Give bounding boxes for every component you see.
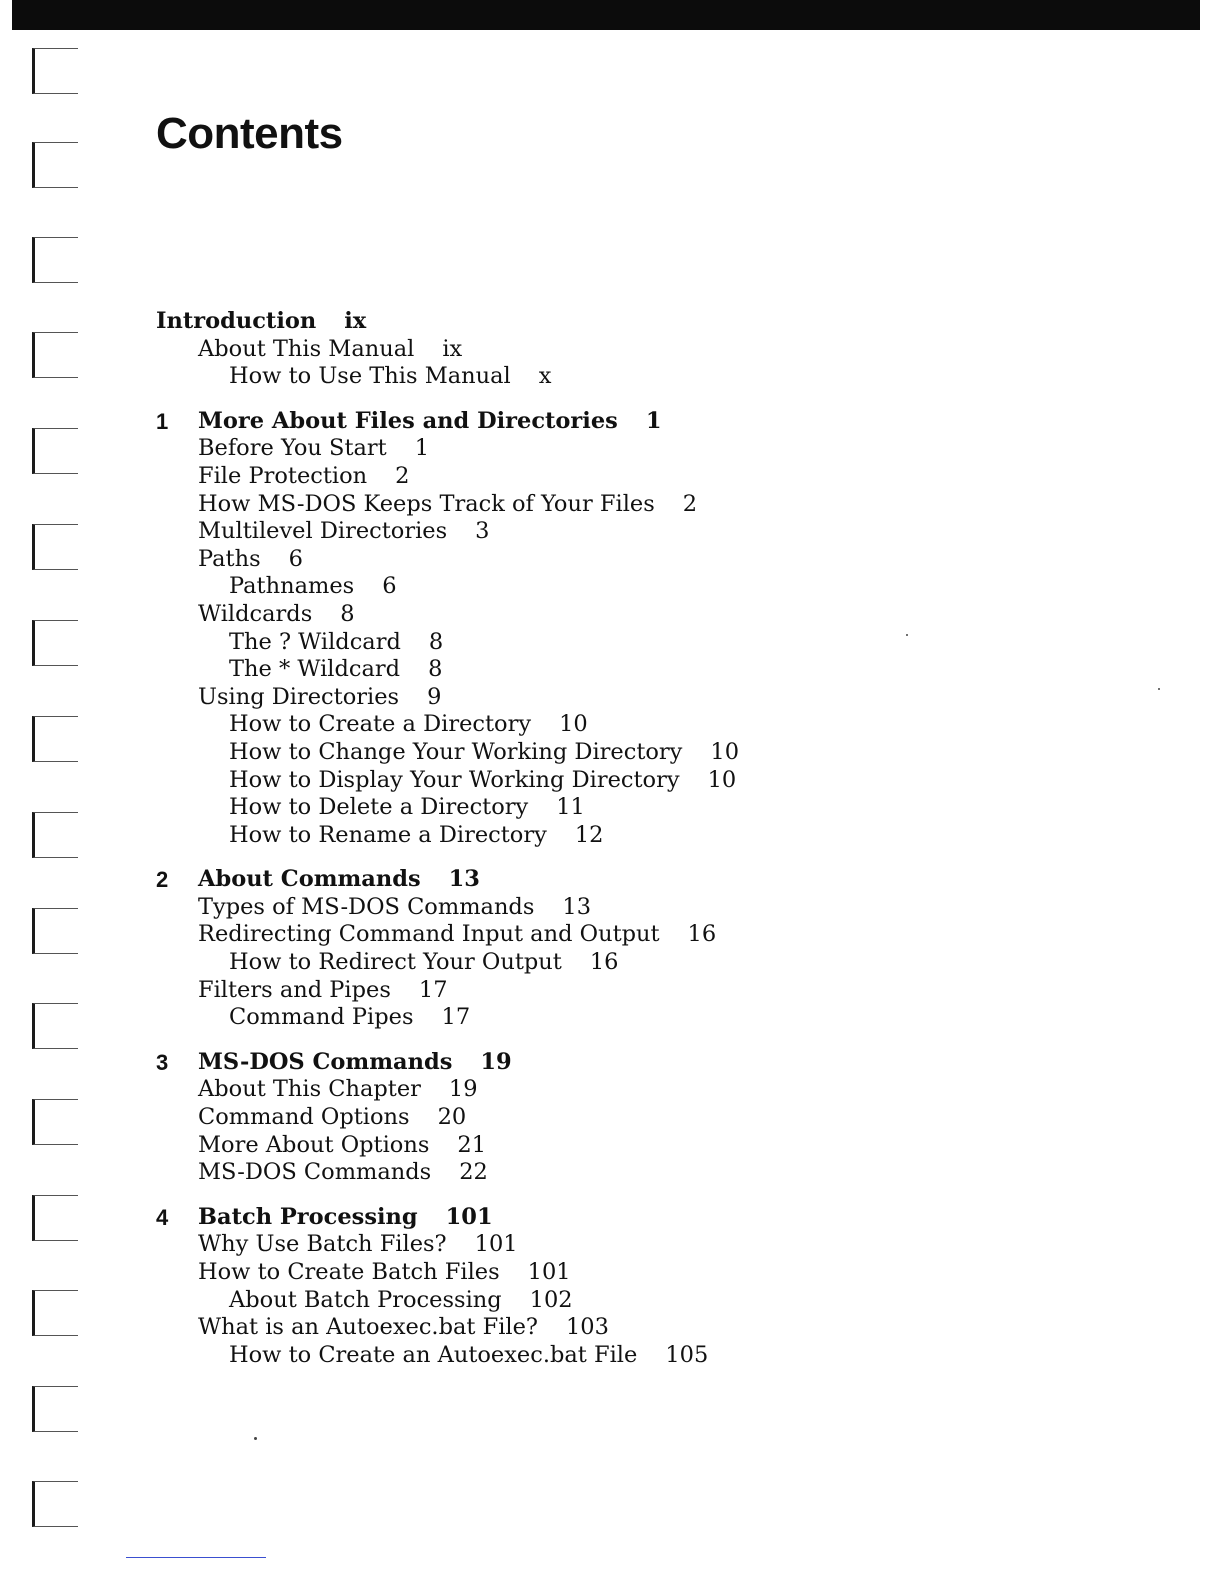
chapter-number: 2 — [156, 867, 169, 893]
entry-page-number: 101 — [527, 1259, 571, 1285]
entry-title: How to Change Your Working Directory — [229, 738, 683, 765]
entry-page-number: 21 — [457, 1131, 487, 1158]
binding-bracket — [32, 620, 78, 666]
entry-page-number: 8 — [340, 600, 355, 627]
page-title: Contents — [156, 109, 343, 158]
toc-section — [156, 1204, 856, 1370]
entry-title: Why Use Batch Files? — [198, 1231, 447, 1258]
binding-bracket — [32, 1481, 78, 1527]
entry-page-number: 102 — [529, 1286, 573, 1313]
binding-bracket — [32, 1099, 78, 1145]
scan-speck — [906, 634, 908, 636]
entry-page-number: 22 — [459, 1159, 488, 1186]
entry-page-number: 17 — [418, 976, 448, 1003]
entry-title: About This Chapter — [198, 1076, 421, 1103]
chapter-number: 4 — [156, 1204, 169, 1230]
chapter-number: 1 — [156, 408, 169, 434]
entry-page-number: 3 — [475, 518, 490, 545]
entry-page-number: 13 — [562, 893, 592, 920]
toc-entry[interactable] — [156, 1132, 856, 1160]
entry-title: About This Manual — [198, 335, 415, 362]
scan-speck — [1158, 688, 1160, 690]
entry-page-number: 101 — [474, 1231, 518, 1258]
entry-title: About Batch Processing — [229, 1286, 502, 1313]
entry-page-number: 9 — [427, 683, 442, 710]
binding-bracket — [32, 908, 78, 954]
entry-page-number: x — [538, 363, 552, 390]
toc-subentry[interactable] — [156, 1004, 856, 1032]
entry-title: What is an Autoexec.bat File? — [198, 1314, 538, 1341]
entry-title: Pathnames — [229, 573, 355, 600]
entry-title: More About Options — [198, 1131, 430, 1158]
entry-title: Redirecting Command Input and Output — [198, 921, 660, 948]
entry-page-number: 11 — [556, 794, 585, 821]
toc-subentry[interactable] — [156, 573, 856, 601]
toc-subentry[interactable] — [156, 1287, 856, 1315]
toc-entry[interactable] — [156, 435, 856, 463]
entry-page-number: 20 — [437, 1104, 467, 1131]
entry-title: How to Create an Autoexec.bat File — [229, 1341, 638, 1368]
entry-page-number: 1 — [414, 435, 430, 462]
binding-bracket — [32, 1195, 78, 1241]
binding-bracket — [32, 48, 78, 94]
entry-title: Wildcards — [198, 600, 313, 627]
entry-page-number: 17 — [441, 1004, 471, 1031]
toc-entry[interactable] — [156, 546, 856, 574]
toc-entry[interactable] — [156, 1104, 856, 1132]
chapter-page-number: ix — [344, 308, 367, 334]
toc-subentry[interactable] — [156, 949, 856, 977]
binding-bracket — [32, 716, 78, 762]
binding-bracket — [32, 1290, 78, 1336]
entry-page-number: 6 — [382, 573, 397, 600]
entry-title: Command Options — [198, 1104, 410, 1131]
toc-entry[interactable] — [156, 684, 856, 712]
chapter-page-number: 101 — [445, 1203, 493, 1230]
entry-title: How MS-DOS Keeps Track of Your Files — [198, 490, 655, 517]
toc-subentry[interactable] — [156, 1342, 856, 1370]
toc-entry[interactable] — [156, 1076, 856, 1104]
entry-page-number: 103 — [565, 1314, 609, 1341]
toc-subentry[interactable] — [156, 711, 856, 739]
entry-title: The ? Wildcard — [229, 628, 401, 655]
entry-page-number: 2 — [395, 462, 410, 489]
binding-bracket — [32, 1386, 78, 1432]
binding-bracket — [32, 812, 78, 858]
toc-entry[interactable] — [156, 336, 856, 364]
binding-bracket — [32, 1003, 78, 1049]
toc-subentry[interactable] — [156, 629, 856, 657]
entry-title: File Protection — [198, 462, 368, 489]
binding-bracket — [32, 237, 78, 283]
toc-entry[interactable] — [156, 1159, 856, 1187]
scan-edge-line — [126, 1557, 266, 1558]
toc-chapter-heading[interactable] — [156, 866, 856, 894]
entry-title: How to Display Your Working Directory — [229, 766, 680, 793]
toc-entry[interactable] — [156, 921, 856, 949]
chapter-title: More About Files and Directories — [198, 407, 618, 434]
toc-section — [156, 408, 856, 850]
toc-subentry[interactable] — [156, 739, 856, 767]
binding-bracket — [32, 524, 78, 570]
entry-page-number: 6 — [288, 545, 303, 572]
entry-title: How to Create Batch Files — [198, 1259, 500, 1285]
toc-section — [156, 308, 856, 391]
entry-page-number: ix — [442, 335, 463, 362]
toc-entry[interactable] — [156, 518, 856, 546]
table-of-contents — [156, 308, 856, 1386]
toc-section — [156, 1049, 856, 1187]
toc-subentry[interactable] — [156, 767, 856, 795]
entry-title: Before You Start — [198, 435, 387, 462]
chapter-title: Introduction — [156, 308, 317, 334]
binding-bracket — [32, 428, 78, 474]
binding-bracket — [32, 332, 78, 378]
toc-entry[interactable] — [156, 1314, 856, 1342]
toc-entry[interactable] — [156, 601, 856, 629]
toc-section — [156, 866, 856, 1032]
entry-page-number: 2 — [682, 490, 698, 517]
entry-title: How to Create a Directory — [229, 711, 532, 738]
entry-title: Types of MS-DOS Commands — [198, 893, 535, 920]
entry-title: Filters and Pipes — [198, 976, 391, 1003]
chapter-page-number: 1 — [645, 407, 662, 434]
toc-entry[interactable] — [156, 1259, 856, 1287]
toc-chapter-heading[interactable] — [156, 308, 856, 336]
chapter-page-number: 19 — [480, 1048, 512, 1075]
chapter-number: 3 — [156, 1049, 169, 1075]
entry-page-number: 10 — [559, 711, 588, 738]
scan-speck — [254, 1437, 257, 1440]
entry-title: Using Directories — [198, 683, 400, 710]
entry-page-number: 16 — [589, 949, 619, 976]
binding-bracket — [32, 142, 78, 188]
entry-title: How to Rename a Directory — [229, 821, 547, 848]
entry-title: How to Delete a Directory — [229, 794, 529, 821]
toc-entry[interactable] — [156, 463, 856, 491]
entry-title: How to Redirect Your Output — [229, 949, 562, 976]
toc-entry[interactable] — [156, 977, 856, 1005]
entry-page-number: 19 — [448, 1076, 478, 1103]
toc-subentry[interactable] — [156, 656, 856, 684]
toc-entry[interactable] — [156, 1231, 856, 1259]
entry-title: How to Use This Manual — [229, 363, 511, 390]
chapter-title: MS-DOS Commands — [198, 1048, 453, 1075]
chapter-title: About Commands — [198, 866, 421, 893]
toc-entry[interactable] — [156, 491, 856, 519]
entry-page-number: 16 — [687, 921, 717, 948]
entry-page-number: 12 — [574, 821, 604, 848]
entry-page-number: 105 — [665, 1341, 709, 1368]
entry-title: Multilevel Directories — [198, 518, 448, 545]
toc-chapter-heading[interactable] — [156, 1204, 856, 1232]
entry-title: Command Pipes — [229, 1004, 414, 1031]
toc-subentry[interactable] — [156, 822, 856, 850]
entry-page-number: 8 — [428, 628, 444, 655]
chapter-title: Batch Processing — [198, 1203, 418, 1230]
toc-chapter-heading[interactable] — [156, 1049, 856, 1077]
toc-subentry[interactable] — [156, 794, 856, 822]
entry-page-number: 10 — [710, 738, 740, 765]
scan-top-border — [12, 0, 1200, 30]
entry-title: The * Wildcard — [229, 656, 401, 683]
chapter-page-number: 13 — [448, 866, 480, 893]
entry-page-number: 8 — [428, 656, 443, 683]
toc-chapter-heading[interactable] — [156, 408, 856, 436]
entry-page-number: 10 — [707, 766, 737, 793]
toc-subentry[interactable] — [156, 363, 856, 391]
entry-title: Paths — [198, 545, 261, 572]
entry-title: MS-DOS Commands — [198, 1159, 432, 1186]
toc-entry[interactable] — [156, 894, 856, 922]
